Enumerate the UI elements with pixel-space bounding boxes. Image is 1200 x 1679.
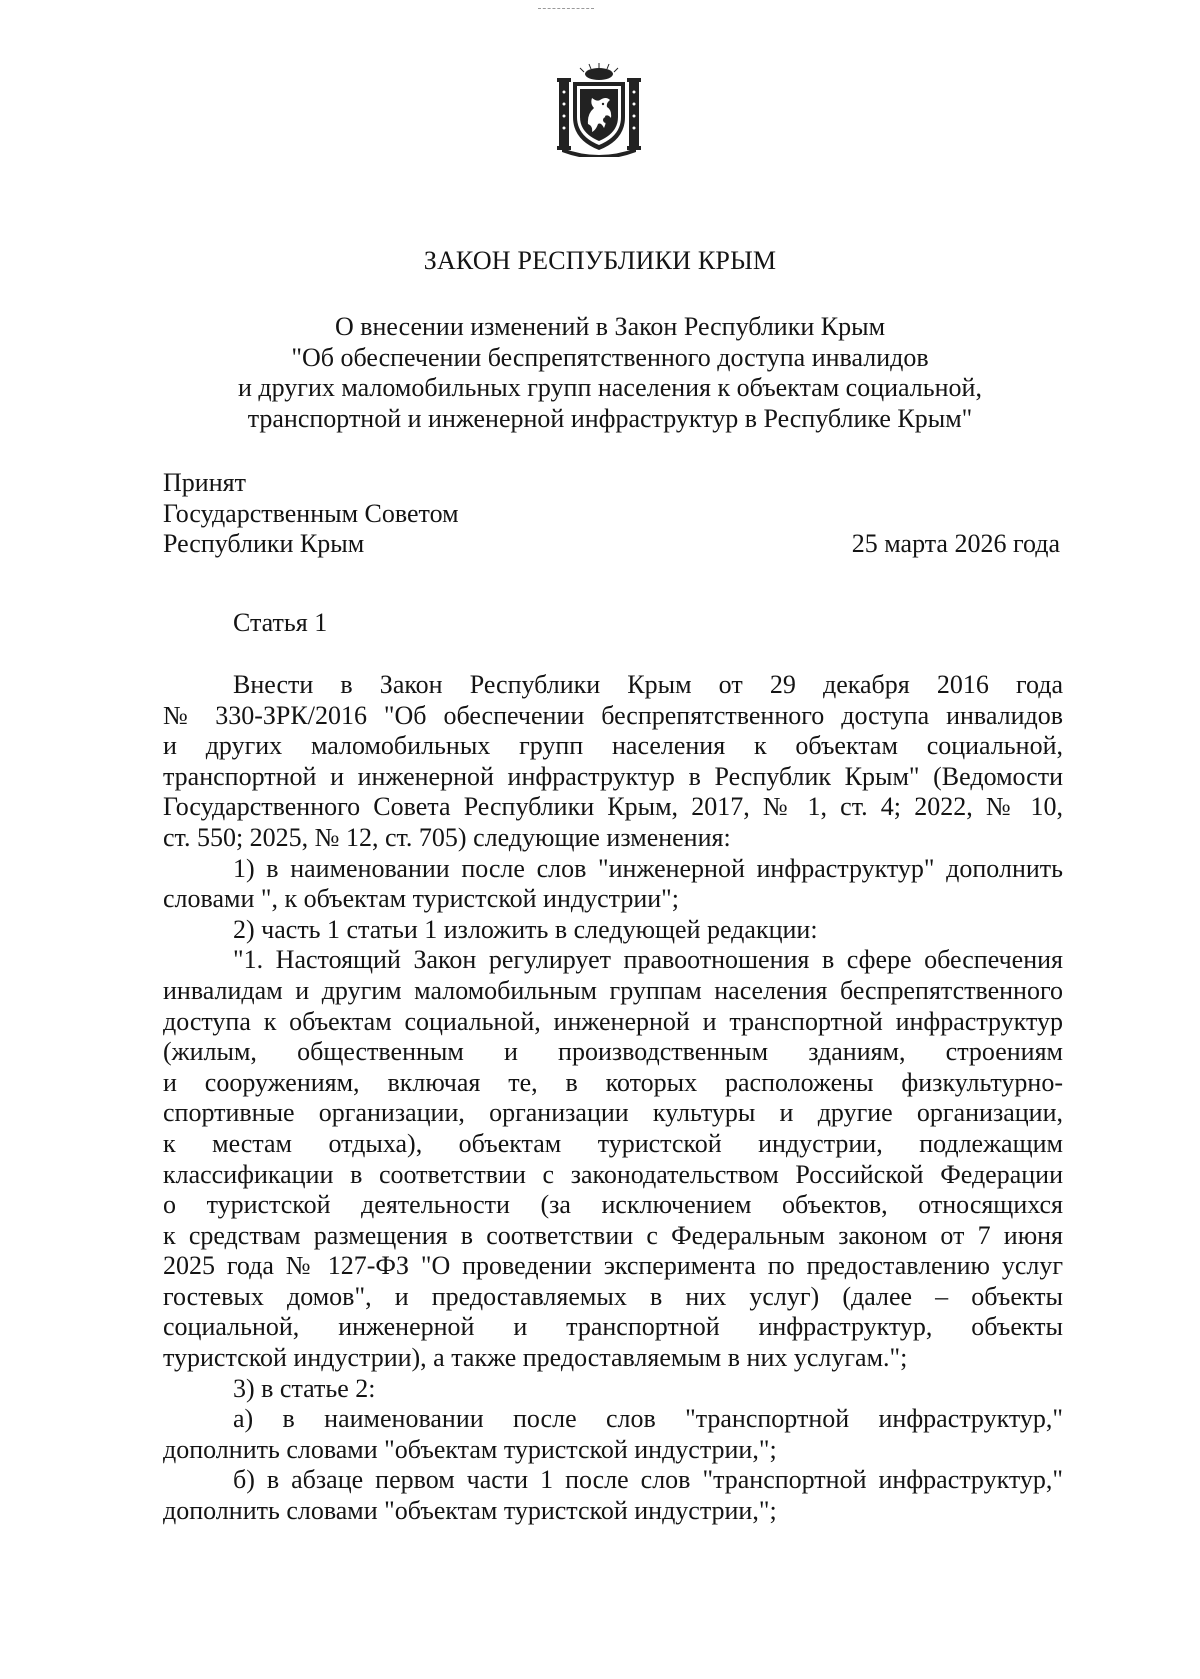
subtitle-line: О внесении изменений в Закон Республики Крым (334, 312, 886, 341)
adopted-line: Государственным Советом (163, 498, 459, 528)
subtitle-line: и других маломобильных групп населения к объектам социальной, (238, 373, 982, 402)
scan-mark (538, 8, 594, 10)
body-line: 1) в наименовании после слов "инженерной инфраструктур" дополнить (233, 853, 1063, 883)
body-line: № 330-ЗРК/2016 "Об обеспечении беспрепятственного доступа инвалидов (163, 700, 1063, 730)
body-line: инвалидам и другим маломобильным группам населения беспрепятственного (163, 975, 1063, 1005)
body-line: дополнить словами "объектам туристской индустрии,"; (163, 1434, 777, 1464)
body-line: транспортной и инженерной инфраструктур в Республик Крым" (Ведомости (163, 761, 1063, 791)
body-line: "1. Настоящий Закон регулирует правоотношения в сфере обеспечения (233, 945, 1063, 975)
adopted-line: Республики Крым (163, 529, 365, 558)
body-line: доступа к объектам социальной, инженерной и транспортной инфраструктур (163, 1006, 1063, 1036)
adopted-line: Принят (163, 468, 246, 497)
adopted-by-block (163, 468, 459, 560)
body-line: 2) часть 1 статьи 1 изложить в следующей редакции: (233, 914, 818, 944)
law-title: ЗАКОН РЕСПУБЛИКИ КРЫМ (423, 246, 777, 275)
body-line: Внести в Закон Республики Крым от 29 декабря 2016 года (233, 670, 1063, 699)
subtitle-line: транспортной и инженерной инфраструктур в Республике Крым" (247, 403, 973, 433)
body-line: а) в наименовании после слов "транспортной инфраструктур," (233, 1404, 1063, 1434)
body-line: гостевых домов", и предоставляемых в них услуг) (далее – объекты (163, 1281, 1063, 1311)
body-line: классификации в соответствии с законодательством Российской Федерации (163, 1159, 1063, 1189)
body-line: спортивные организации, организации культуры и другие организации, (163, 1098, 1063, 1128)
subtitle-line: "Об обеспечении беспрепятственного доступа инвалидов (291, 342, 929, 372)
body-line: дополнить словами "объектам туристской индустрии,"; (163, 1496, 777, 1526)
body-line: б) в абзаце первом части 1 после слов "транспортной инфраструктур," (233, 1465, 1063, 1495)
body-line: и других маломобильных групп населения к объектам социальной, (163, 731, 1063, 761)
body-line: словами ", к объектам туристской индустрии"; (163, 884, 679, 914)
body-line: о туристской деятельности (за исключением объектов, относящихся (163, 1190, 1063, 1220)
body-line: социальной, инженерной и транспортной инфраструктур, объекты (163, 1312, 1063, 1342)
body-line: к местам отдыха), объектам туристской индустрии, подлежащим (163, 1128, 1063, 1158)
body-line: туристской индустрии), а также предоставляемым в них услугам."; (163, 1343, 908, 1373)
body-line: ст. 550; 2025, № 12, ст. 705) следующие изменения: (163, 822, 731, 852)
body-line: (жилым, общественным и производственным зданиям, строениям (163, 1037, 1063, 1067)
body-line: Государственного Совета Республики Крым, 2017, № 1, ст. 4; 2022, № 10, (163, 792, 1063, 822)
article-heading: Статья 1 (233, 608, 328, 637)
law-subtitle (150, 312, 1070, 434)
body-line: и сооружениям, включая те, в которых расположены физкультурно- (163, 1067, 1063, 1097)
body-line: 2025 года № 127-ФЗ "О проведении эксперимента по предоставлению услуг (163, 1251, 1063, 1281)
body-line: к средствам размещения в соответствии с Федеральным законом от 7 июня (163, 1220, 1063, 1250)
body-line: 3) в статье 2: (233, 1373, 376, 1403)
adopted-date: 25 марта 2026 года (851, 529, 1060, 558)
article-body (163, 670, 1063, 1527)
coat-of-arms-icon (554, 62, 644, 157)
